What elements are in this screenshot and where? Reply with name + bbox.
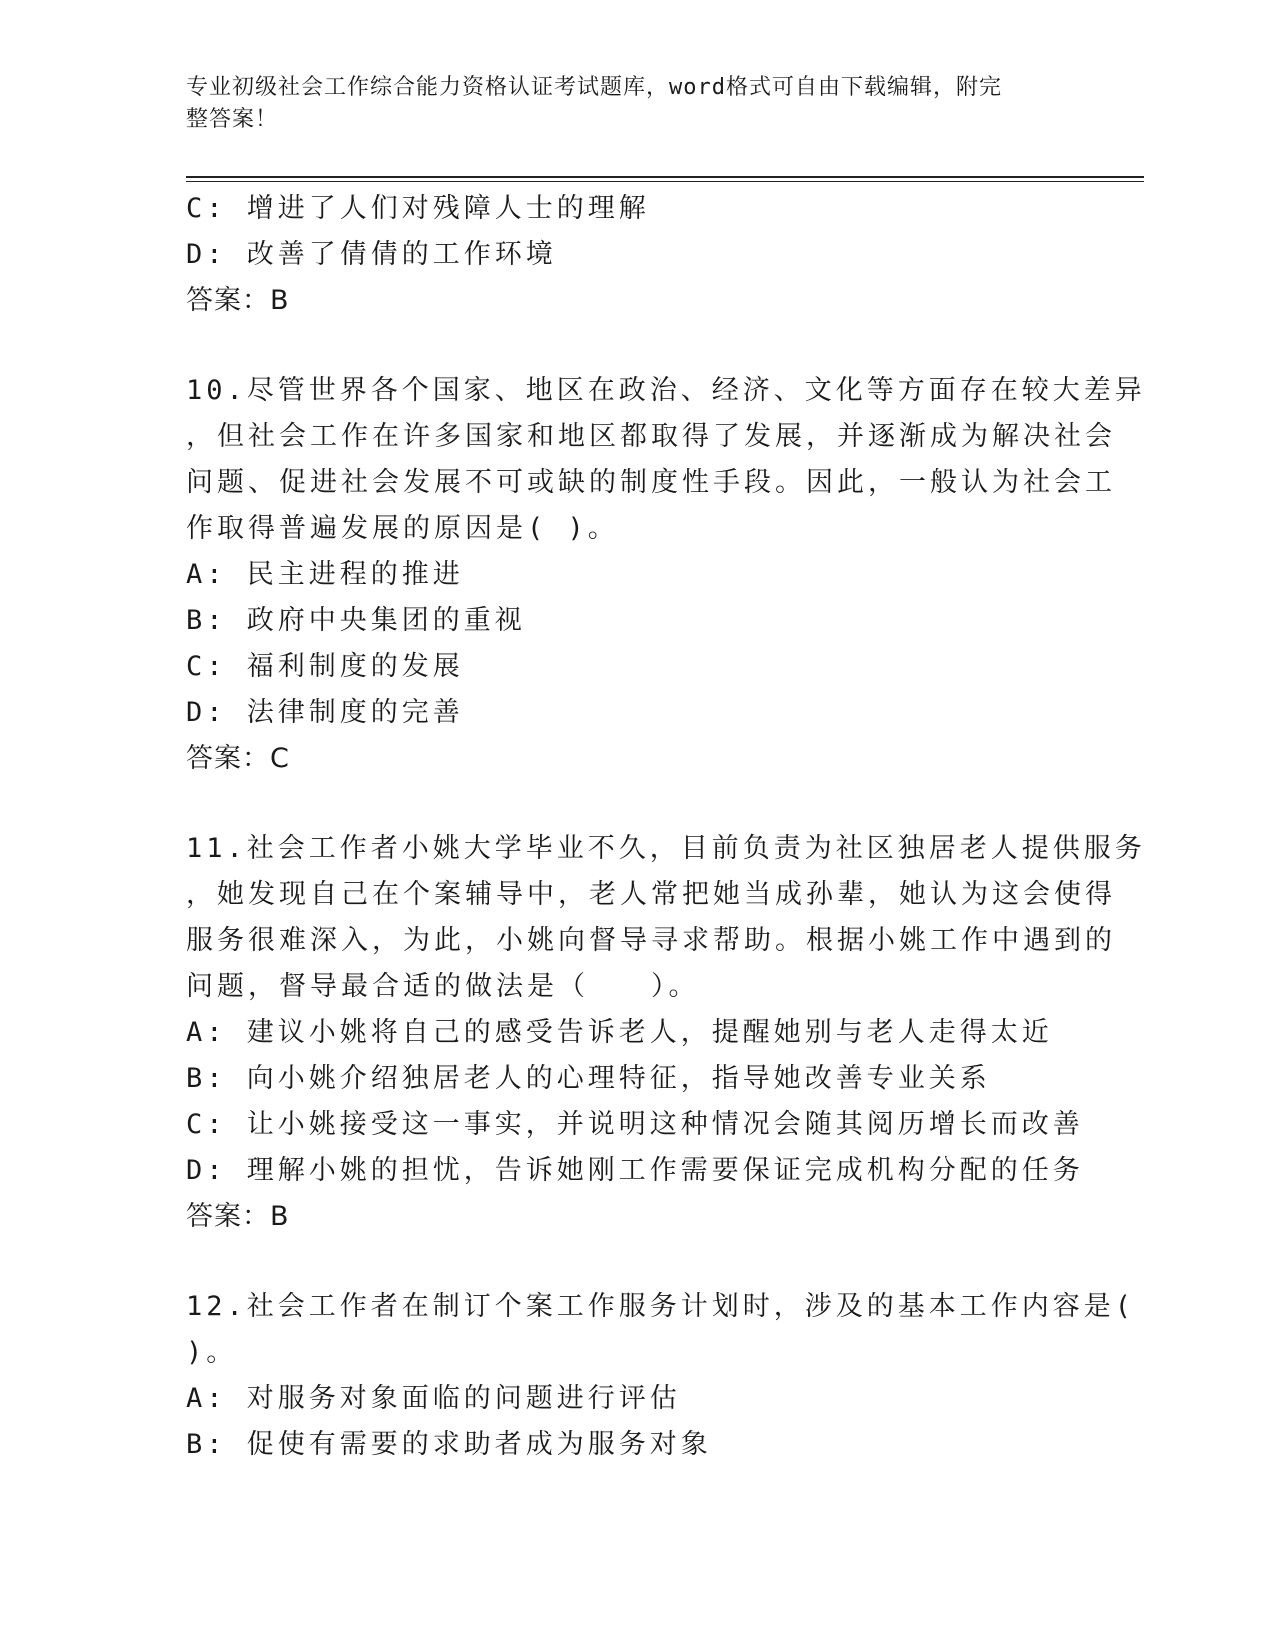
answer-line: 答案：B: [186, 285, 290, 316]
page-header: [186, 72, 1066, 136]
header-line-1: 专业初级社会工作综合能力资格认证考试题库，word格式可自由下载编辑，附完: [186, 75, 1002, 100]
question-10: [186, 368, 1146, 782]
option-d: D: 理解小姚的担忧，告诉她刚工作需要保证完成机构分配的任务: [186, 1155, 1084, 1186]
prev-question: [186, 186, 1086, 324]
question-stem-line: 问题、促进社会发展不可或缺的制度性手段。因此，一般认为社会工: [186, 467, 1116, 498]
option-a: A: 民主进程的推进: [186, 559, 464, 590]
option-c: C: 让小姚接受这一事实，并说明这种情况会随其阅历增长而改善: [186, 1109, 1084, 1140]
option-d: D: 改善了倩倩的工作环境: [186, 239, 557, 270]
header-line-2: 整答案！: [186, 107, 279, 132]
option-c: C: 福利制度的发展: [186, 651, 464, 682]
header-divider: [186, 176, 1144, 178]
option-a: A: 建议小姚将自己的感受告诉老人，提醒她别与老人走得太近: [186, 1017, 1053, 1048]
question-stem-line: 11.社会工作者小姚大学毕业不久，目前负责为社区独居老人提供服务: [186, 833, 1146, 864]
question-stem-line: 作取得普遍发展的原因是( )。: [186, 513, 619, 544]
question-stem-line: 服务很难深入，为此，小姚向督导寻求帮助。根据小姚工作中遇到的: [186, 925, 1116, 956]
question-11: [186, 826, 1146, 1240]
question-stem-line: 10.尽管世界各个国家、地区在政治、经济、文化等方面存在较大差异: [186, 375, 1146, 406]
option-b: B: 促使有需要的求助者成为服务对象: [186, 1429, 712, 1460]
option-d: D: 法律制度的完善: [186, 697, 464, 728]
question-stem-line: 12.社会工作者在制订个案工作服务计划时，涉及的基本工作内容是(: [186, 1291, 1136, 1322]
question-stem-line: ，但社会工作在许多国家和地区都取得了发展，并逐渐成为解决社会: [186, 421, 1116, 452]
answer-line: 答案：C: [186, 743, 290, 774]
spacer: [186, 1240, 1086, 1284]
option-a: A: 对服务对象面临的问题进行评估: [186, 1383, 681, 1414]
question-stem-line: )。: [186, 1337, 238, 1368]
option-c: C: 增进了人们对残障人士的理解: [186, 193, 650, 224]
page-content: [186, 186, 1146, 1468]
spacer: [186, 324, 1086, 368]
option-b: B: 政府中央集团的重视: [186, 605, 526, 636]
header-divider-thin: [186, 181, 1144, 182]
question-stem-line: ，她发现自己在个案辅导中，老人常把她当成孙辈，她认为这会使得: [186, 879, 1116, 910]
question-12: [186, 1284, 1136, 1468]
answer-line: 答案：B: [186, 1201, 290, 1232]
question-stem-line: 问题，督导最合适的做法是（ ）。: [186, 971, 700, 1002]
option-b: B: 向小姚介绍独居老人的心理特征，指导她改善专业关系: [186, 1063, 991, 1094]
spacer: [186, 782, 1086, 826]
